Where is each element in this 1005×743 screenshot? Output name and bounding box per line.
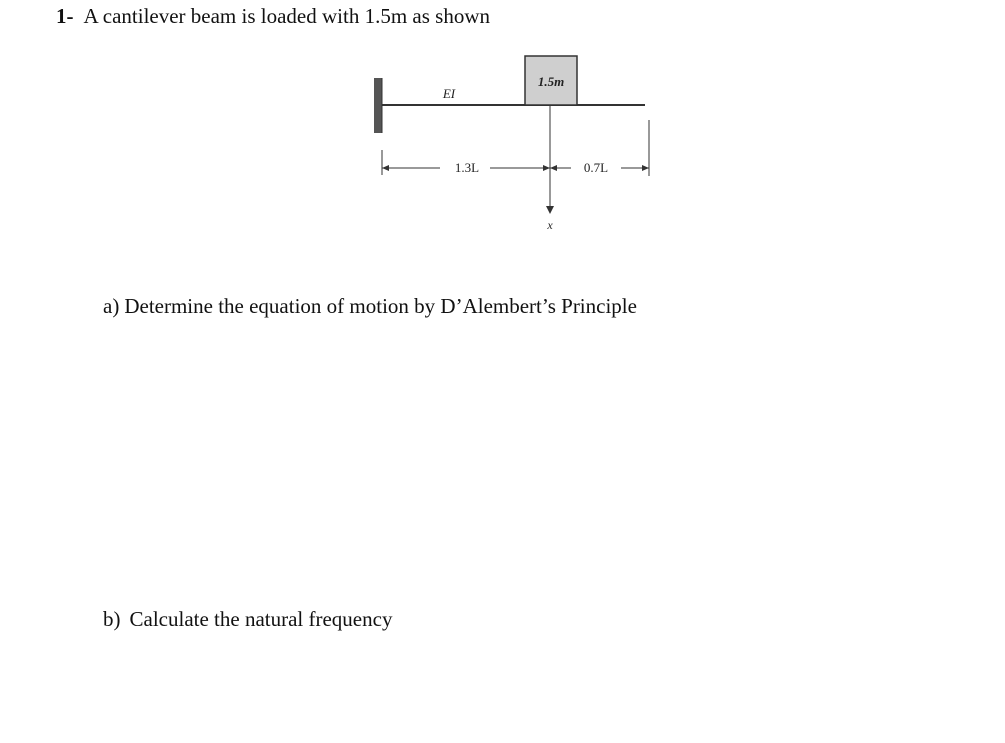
dim-mid-arrow-left: [543, 165, 550, 171]
stiffness-label: EI: [442, 86, 456, 101]
part-a-text: Determine the equation of motion by D’Alembert’s Principle: [124, 294, 637, 318]
part-a-label: a): [103, 294, 120, 318]
mass-label: 1.5m: [537, 74, 565, 89]
displacement-label: x: [547, 218, 553, 232]
question-heading: [56, 4, 490, 29]
cantilever-beam-figure: [360, 48, 660, 238]
left-span-label: 1.3L: [454, 160, 480, 175]
beam-diagram: [360, 48, 660, 238]
right-span-label: 0.7L: [583, 160, 609, 175]
question-number: 1-: [56, 4, 74, 28]
part-b-text: Calculate the natural frequency: [129, 607, 393, 631]
part-a: [103, 294, 637, 319]
displacement-arrowhead: [546, 206, 554, 214]
part-b-label: b): [103, 607, 121, 631]
dim-right-arrow: [642, 165, 649, 171]
dim-mid-arrow-right: [550, 165, 557, 171]
fixed-support-wall: [374, 78, 382, 133]
dim-left-arrow: [382, 165, 389, 171]
part-b: [103, 607, 392, 632]
question-text: A cantilever beam is loaded with 1.5m as shown: [83, 4, 490, 28]
